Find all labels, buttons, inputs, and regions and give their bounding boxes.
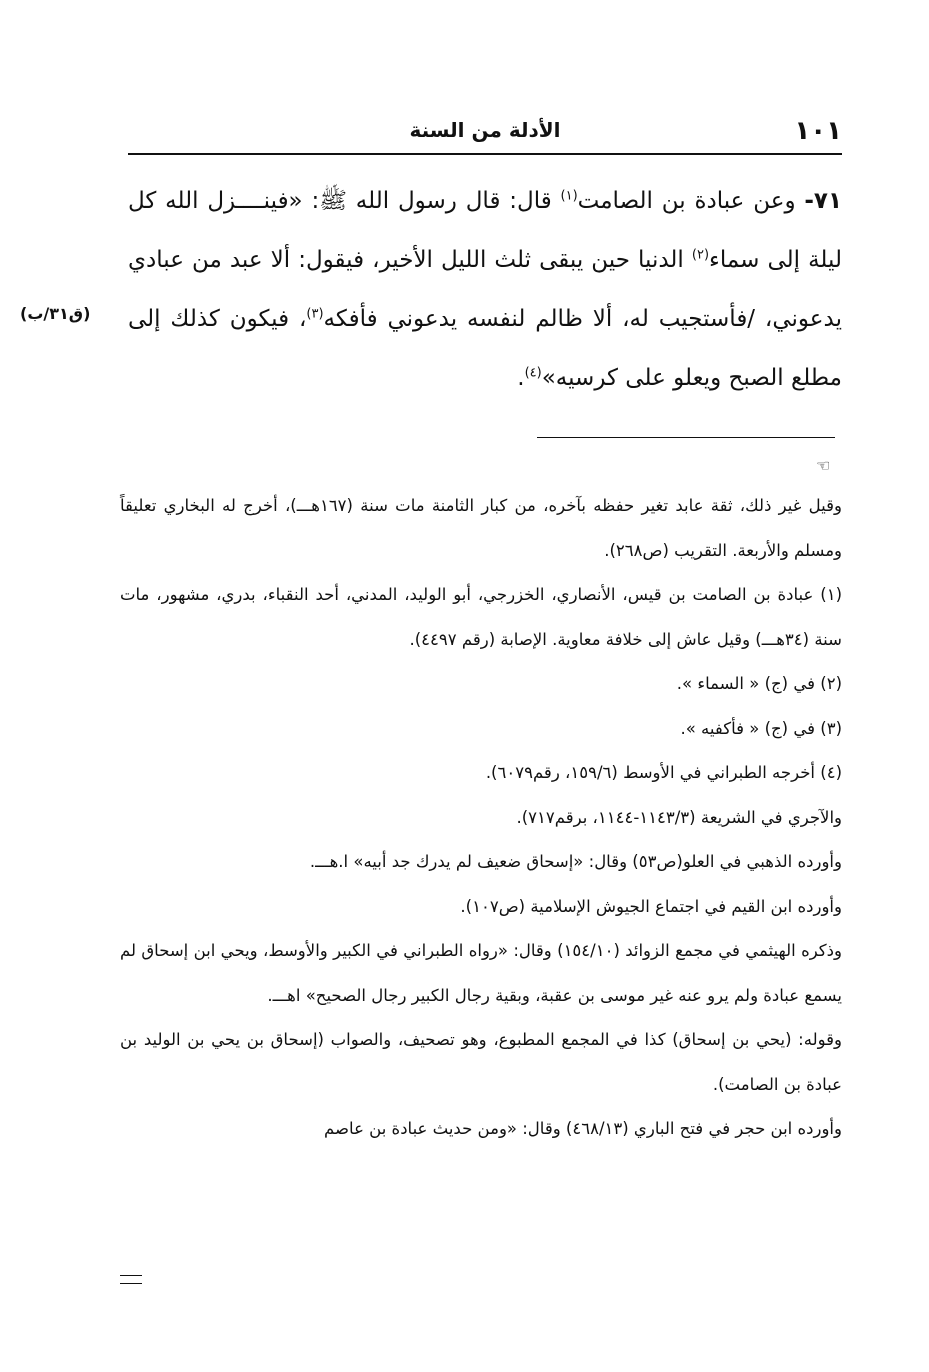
text-segment: وعن عبادة بن الصامت <box>577 188 805 214</box>
page-number: ١٠١ <box>794 116 842 146</box>
main-text <box>128 172 842 408</box>
footnote-4-line: وأورده الذهبي في العلو(ص٥٣) وقال: «إسحاق ضعيف لم يدرك جد أبيه» ا.هـــ. <box>309 852 842 871</box>
manuscript-folio-note: (ق٣١/ب) <box>20 304 91 323</box>
footnote-4-line: وأورده ابن القيم في اجتماع الجيوش الإسلامية (ص١٠٧). <box>460 896 842 916</box>
footnote-2: (٢) في (ج) « السماء ». <box>676 674 842 693</box>
footnote-4-line: والآجري في الشريعة (١١٤٣/٣-١١٤٤، برقم٧١٧). <box>516 807 842 827</box>
pointing-hand-icon: ☜ <box>816 456 831 475</box>
footnote-ref-3: (٣) <box>306 306 324 322</box>
footnote-separator <box>537 437 835 438</box>
footnote-4-line: وقوله: (يحي بن إسحاق) كذا في المجمع المطبوع، وهو تصحيف، والصواب (إسحاق بن يحي بن الوليد بن عبادة بن الصامت). <box>120 1030 842 1094</box>
footnote-ref-4: (٤) <box>524 365 542 381</box>
hadith-number: ٧١- <box>804 188 842 214</box>
page-header <box>128 112 842 152</box>
footnotes <box>120 484 842 1152</box>
footnote-ref-1: (١) <box>560 188 578 204</box>
footnote-continued: وقيل غير ذلك، ثقة عابد تغير حفظه بآخره، من كبار الثامنة مات سنة (١٦٧هـــ)، أخرج له البخاري تعليقاً ومسلم والأربعة. التقريب (ص٢٦٨). <box>120 496 842 560</box>
text-segment: الدنيا حين يبقى ثلث الليل الأخير، فيقول: ألا عبد من عبادي يدعوني، /فأستجيب له، ألا ظالم لنفسه يدعوني فأفكه <box>128 247 842 332</box>
text-segment: . <box>517 365 525 391</box>
footnote-ref-2: (٢) <box>691 247 710 263</box>
continued-mark <box>120 1275 142 1284</box>
text-segment: قال: قال رسول الله ﷺ: «فينــــزل الله كل ليلة إلى سماء <box>128 188 842 273</box>
header-rule <box>128 153 842 155</box>
footnote-1: (١) عبادة بن الصامت بن قيس، الأنصاري، الخزرجي، أبو الوليد، المدني، أحد النقباء، بدري، مشهور، مات سنة (٣٤هـــ) وقيل عاش إلى خلافة معاوية. الإصابة (رقم ٤٤٩٧). <box>120 585 842 649</box>
footnote-4-line: وذكره الهيثمي في مجمع الزوائد (١٥٤/١٠) وقال: «رواه الطبراني في الكبير والأوسط، ويحي ابن إسحاق لم يسمع عبادة ولم يرو عنه غير موسى بن عقبة، وبقية رجال الكبير رجال الصحيح» اهـــ. <box>120 941 842 1005</box>
footnote-4: (٤) أخرجه الطبراني في الأوسط (١٥٩/٦، رقم٦٠٧٩). <box>485 763 842 782</box>
hadith-paragraph <box>128 172 842 408</box>
running-title: الأدلة من السنة <box>409 118 561 142</box>
footnote-3: (٣) في (ج) « فأكفيه ». <box>680 718 842 738</box>
text-segment: ، فيكون كذلك إلى مطلع الصبح ويعلو على كرسيه» <box>128 306 842 391</box>
footnote-4-line: وأورده ابن حجر في فتح الباري (٤٦٨/١٣) وقال: «ومن حديث عبادة بن عاصم <box>324 1119 842 1138</box>
